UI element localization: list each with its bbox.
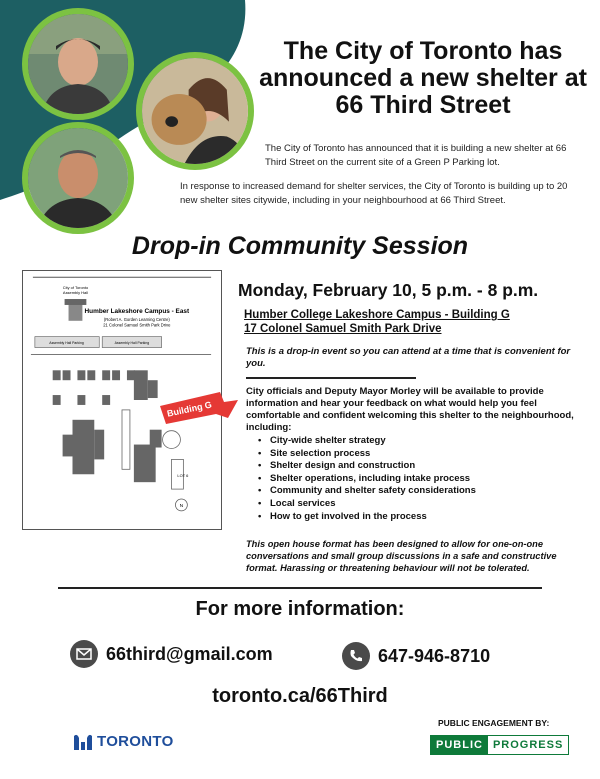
event-location-line-1[interactable]: Humber College Lakeshore Campus - Building G <box>244 309 510 321</box>
more-info-heading: For more information: <box>195 598 405 620</box>
map-lot-label: LOT 6 <box>177 473 189 479</box>
photo-smiling-man <box>22 122 134 234</box>
phone-contact[interactable] <box>342 642 490 670</box>
email-contact[interactable] <box>70 640 273 668</box>
pp-public-text: PUBLIC <box>431 736 488 754</box>
public-progress-logo <box>430 735 569 755</box>
format-note: This open house format has been designed to allow for one-on-one conversations and small group discussions in a safe and constructive format. Harassing or threatening behaviour will not be tolerated. <box>246 539 557 573</box>
public-engagement-label: PUBLIC ENGAGEMENT BY: <box>438 718 550 728</box>
dropin-note: This is a drop-in event so you can attend at a time that is convenient for you. <box>246 346 571 369</box>
map-campus-title: Humber Lakeshore Campus - East <box>84 307 190 315</box>
envelope-icon <box>70 640 98 668</box>
divider-long <box>58 587 542 589</box>
page-title: The City of Toronto has announced a new shelter at 66 Third Street <box>259 37 587 119</box>
officials-paragraph: City officials and Deputy Mayor Morley will be available to provide information and hear your feedback on what would help you feel comfortable and confident welcoming this shelter to the neighbourhood, including: <box>246 386 574 433</box>
list-item: • Shelter operations, including intake process <box>258 473 476 486</box>
list-item: • Shelter design and construction <box>258 460 476 473</box>
website-link[interactable]: toronto.ca/66Third <box>212 685 388 707</box>
list-item: • Local services <box>258 498 476 511</box>
photo-older-man <box>22 8 134 120</box>
building-g-label: Building G <box>166 399 213 419</box>
map-campus-sub-2: 21 Colonel Samuel Smith Park Drive <box>103 322 171 328</box>
list-item: • Community and shelter safety considerations <box>258 485 476 498</box>
list-item: • City-wide shelter strategy <box>258 435 476 448</box>
intro-paragraph-2: In response to increased demand for shelter services, the City of Toronto is building up to 20 new shelter sites citywide, including in your neighbourhood at 66 Third Street. <box>180 181 568 206</box>
toronto-logo <box>72 730 174 752</box>
svg-text:N: N <box>179 503 184 509</box>
map-assembly-label: Assembly Hall <box>62 290 88 296</box>
phone-icon <box>342 642 370 670</box>
dropin-session-heading: Drop-in Community Session <box>131 232 469 260</box>
building-g-callout <box>158 388 240 428</box>
toronto-city-hall-icon <box>72 730 94 752</box>
event-date: Monday, February 10, 5 p.m. - 8 p.m. <box>238 280 539 300</box>
email-link[interactable]: 66third@gmail.com <box>106 643 273 664</box>
map-campus-sub-1: (Robert A. Gorden Learning Centre) <box>103 316 170 322</box>
photo-woman-with-dog <box>136 52 254 170</box>
map-parking-right: Assembly Hall Parking <box>114 341 150 346</box>
map-parking-left: Assembly Hall Parking <box>49 341 84 346</box>
intro-paragraph-1: The City of Toronto has announced that it is building a new shelter at 66 Third Street on the current site of a Green P Parking lot. <box>265 143 567 168</box>
phone-link[interactable]: 647-946-8710 <box>378 645 491 666</box>
event-location[interactable] <box>244 308 510 336</box>
divider-short <box>246 377 416 379</box>
event-location-line-2[interactable]: 17 Colonel Samuel Smith Park Drive <box>244 323 442 335</box>
map-city-label: City of Toronto <box>62 285 89 291</box>
toronto-wordmark: TORONTO <box>97 732 174 750</box>
pp-progress-text: PROGRESS <box>492 739 564 751</box>
list-item: • Site selection process <box>258 448 476 461</box>
topics-list <box>258 435 476 523</box>
list-item: • How to get involved in the process <box>258 511 476 524</box>
